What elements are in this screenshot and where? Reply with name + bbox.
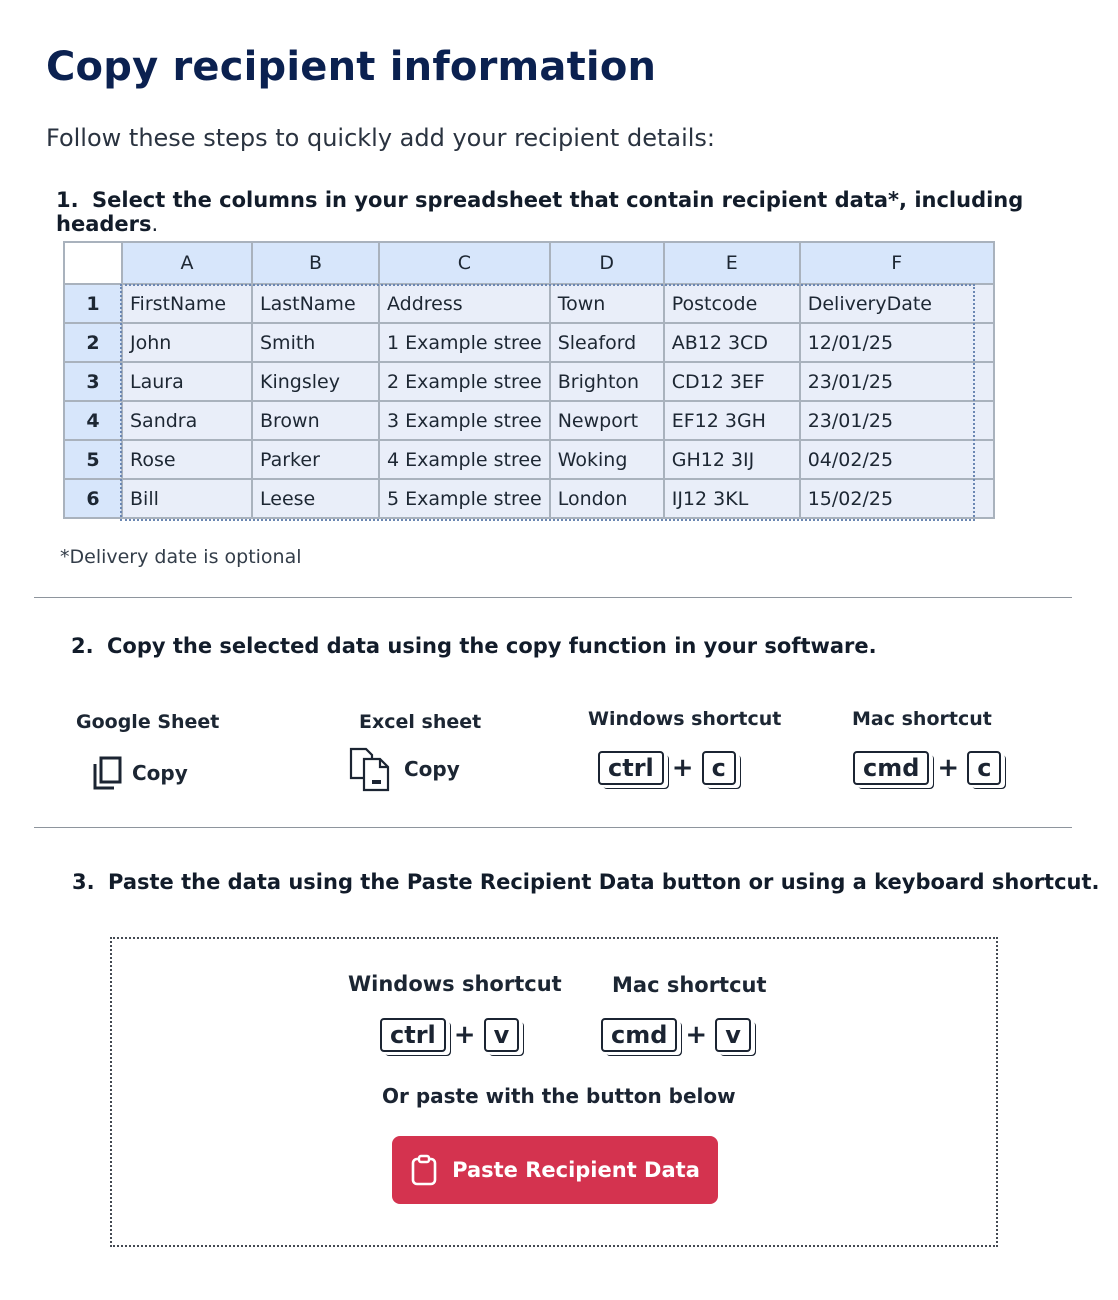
windows-paste-shortcut [380,1018,519,1052]
windows-shortcut-label: Windows shortcut [348,972,562,996]
step-2-number: 2. [71,634,94,658]
table-cell: Brighton [550,362,664,401]
column-header-a: A [122,242,252,284]
table-cell: Rose [122,440,252,479]
table-cell: Newport [550,401,664,440]
ctrl-key: ctrl [598,751,664,785]
table-row [64,284,994,323]
step-1-tail: . [151,212,159,236]
table-cell: 4 Example stree [379,440,550,479]
mac-shortcut-label: Mac shortcut [612,973,767,997]
column-header-row [64,242,994,284]
table-row [64,440,994,479]
table-cell: Laura [122,362,252,401]
table-cell: John [122,323,252,362]
plus-sign: + [453,1020,476,1050]
table-cell: FirstName [122,284,252,323]
windows-shortcut-label: Windows shortcut [588,708,782,730]
row-number: 6 [64,479,122,518]
table-cell: 04/02/25 [800,440,994,479]
table-cell: DeliveryDate [800,284,994,323]
table-cell: Leese [252,479,379,518]
sheet-corner [64,242,122,284]
row-number: 1 [64,284,122,323]
excel-copy-label: Copy [404,757,460,781]
table-cell: 15/02/25 [800,479,994,518]
table-cell: Parker [252,440,379,479]
table-cell: Sleaford [550,323,664,362]
ctrl-key: ctrl [380,1018,446,1052]
spreadsheet-example [63,241,995,519]
table-row [64,479,994,518]
column-header-d: D [550,242,664,284]
table-cell: Kingsley [252,362,379,401]
mac-paste-shortcut [601,1018,751,1052]
table-cell: 23/01/25 [800,362,994,401]
table-cell: AB12 3CD [664,323,800,362]
step-1-number: 1. [56,188,79,212]
table-row [64,401,994,440]
row-number: 5 [64,440,122,479]
plus-sign: + [671,753,694,783]
column-header-b: B [252,242,379,284]
table-cell: Brown [252,401,379,440]
v-key: v [715,1018,751,1052]
google-sheet-label: Google Sheet [76,711,220,733]
row-number: 3 [64,362,122,401]
google-copy [92,756,188,790]
excel-copy [348,746,460,792]
step-1-text: Select the columns in your spreadsheet that contain recipient data*, including headers [56,188,1024,236]
copy-icon [92,756,122,790]
column-header-f: F [800,242,994,284]
intro-text: Follow these steps to quickly add your recipient details: [46,124,715,152]
table-cell: Bill [122,479,252,518]
table-cell: London [550,479,664,518]
paste-button-label: Paste Recipient Data [452,1158,700,1182]
plus-sign: + [685,1020,708,1050]
table-cell: CD12 3EF [664,362,800,401]
column-header-e: E [664,242,800,284]
table-cell: Sandra [122,401,252,440]
c-key: c [702,751,736,785]
cmd-key: cmd [853,751,929,785]
cmd-key: cmd [601,1018,677,1052]
table-cell: Town [550,284,664,323]
table-cell: Postcode [664,284,800,323]
step-2-heading [71,634,877,658]
paste-recipient-data-button[interactable] [392,1136,718,1204]
table-cell: EF12 3GH [664,401,800,440]
table-row [64,362,994,401]
table-cell: 2 Example stree [379,362,550,401]
table-cell: Address [379,284,550,323]
windows-copy-shortcut [598,751,736,785]
c-key: c [967,751,1001,785]
page-title: Copy recipient information [46,44,657,90]
step-3-text: Paste the data using the Paste Recipient Data button or using a keyboard shortcut. [108,870,1100,894]
mac-copy-shortcut [853,751,1001,785]
row-number: 2 [64,323,122,362]
divider [34,827,1072,828]
mac-shortcut-label: Mac shortcut [852,708,992,730]
v-key: v [484,1018,520,1052]
column-header-c: C [379,242,550,284]
table-cell: 3 Example stree [379,401,550,440]
table-cell: 1 Example stree [379,323,550,362]
divider [34,597,1072,598]
table-cell: 12/01/25 [800,323,994,362]
table-cell: LastName [252,284,379,323]
table-cell: Woking [550,440,664,479]
paste-hint: Or paste with the button below [382,1084,736,1108]
clipboard-icon [410,1154,438,1186]
plus-sign: + [937,753,960,783]
table-row [64,323,994,362]
table-cell: Smith [252,323,379,362]
table-cell: IJ12 3KL [664,479,800,518]
step-3-number: 3. [72,870,95,894]
step-2-text: Copy the selected data using the copy function in your software. [107,634,877,658]
table-cell: GH12 3IJ [664,440,800,479]
step-3-heading [72,870,1100,894]
step-1-heading [56,188,1118,236]
excel-sheet-label: Excel sheet [359,711,482,733]
document-copy-icon [348,746,394,792]
table-cell: 5 Example stree [379,479,550,518]
row-number: 4 [64,401,122,440]
table-cell: 23/01/25 [800,401,994,440]
delivery-date-note: *Delivery date is optional [60,546,302,568]
google-copy-label: Copy [132,761,188,785]
